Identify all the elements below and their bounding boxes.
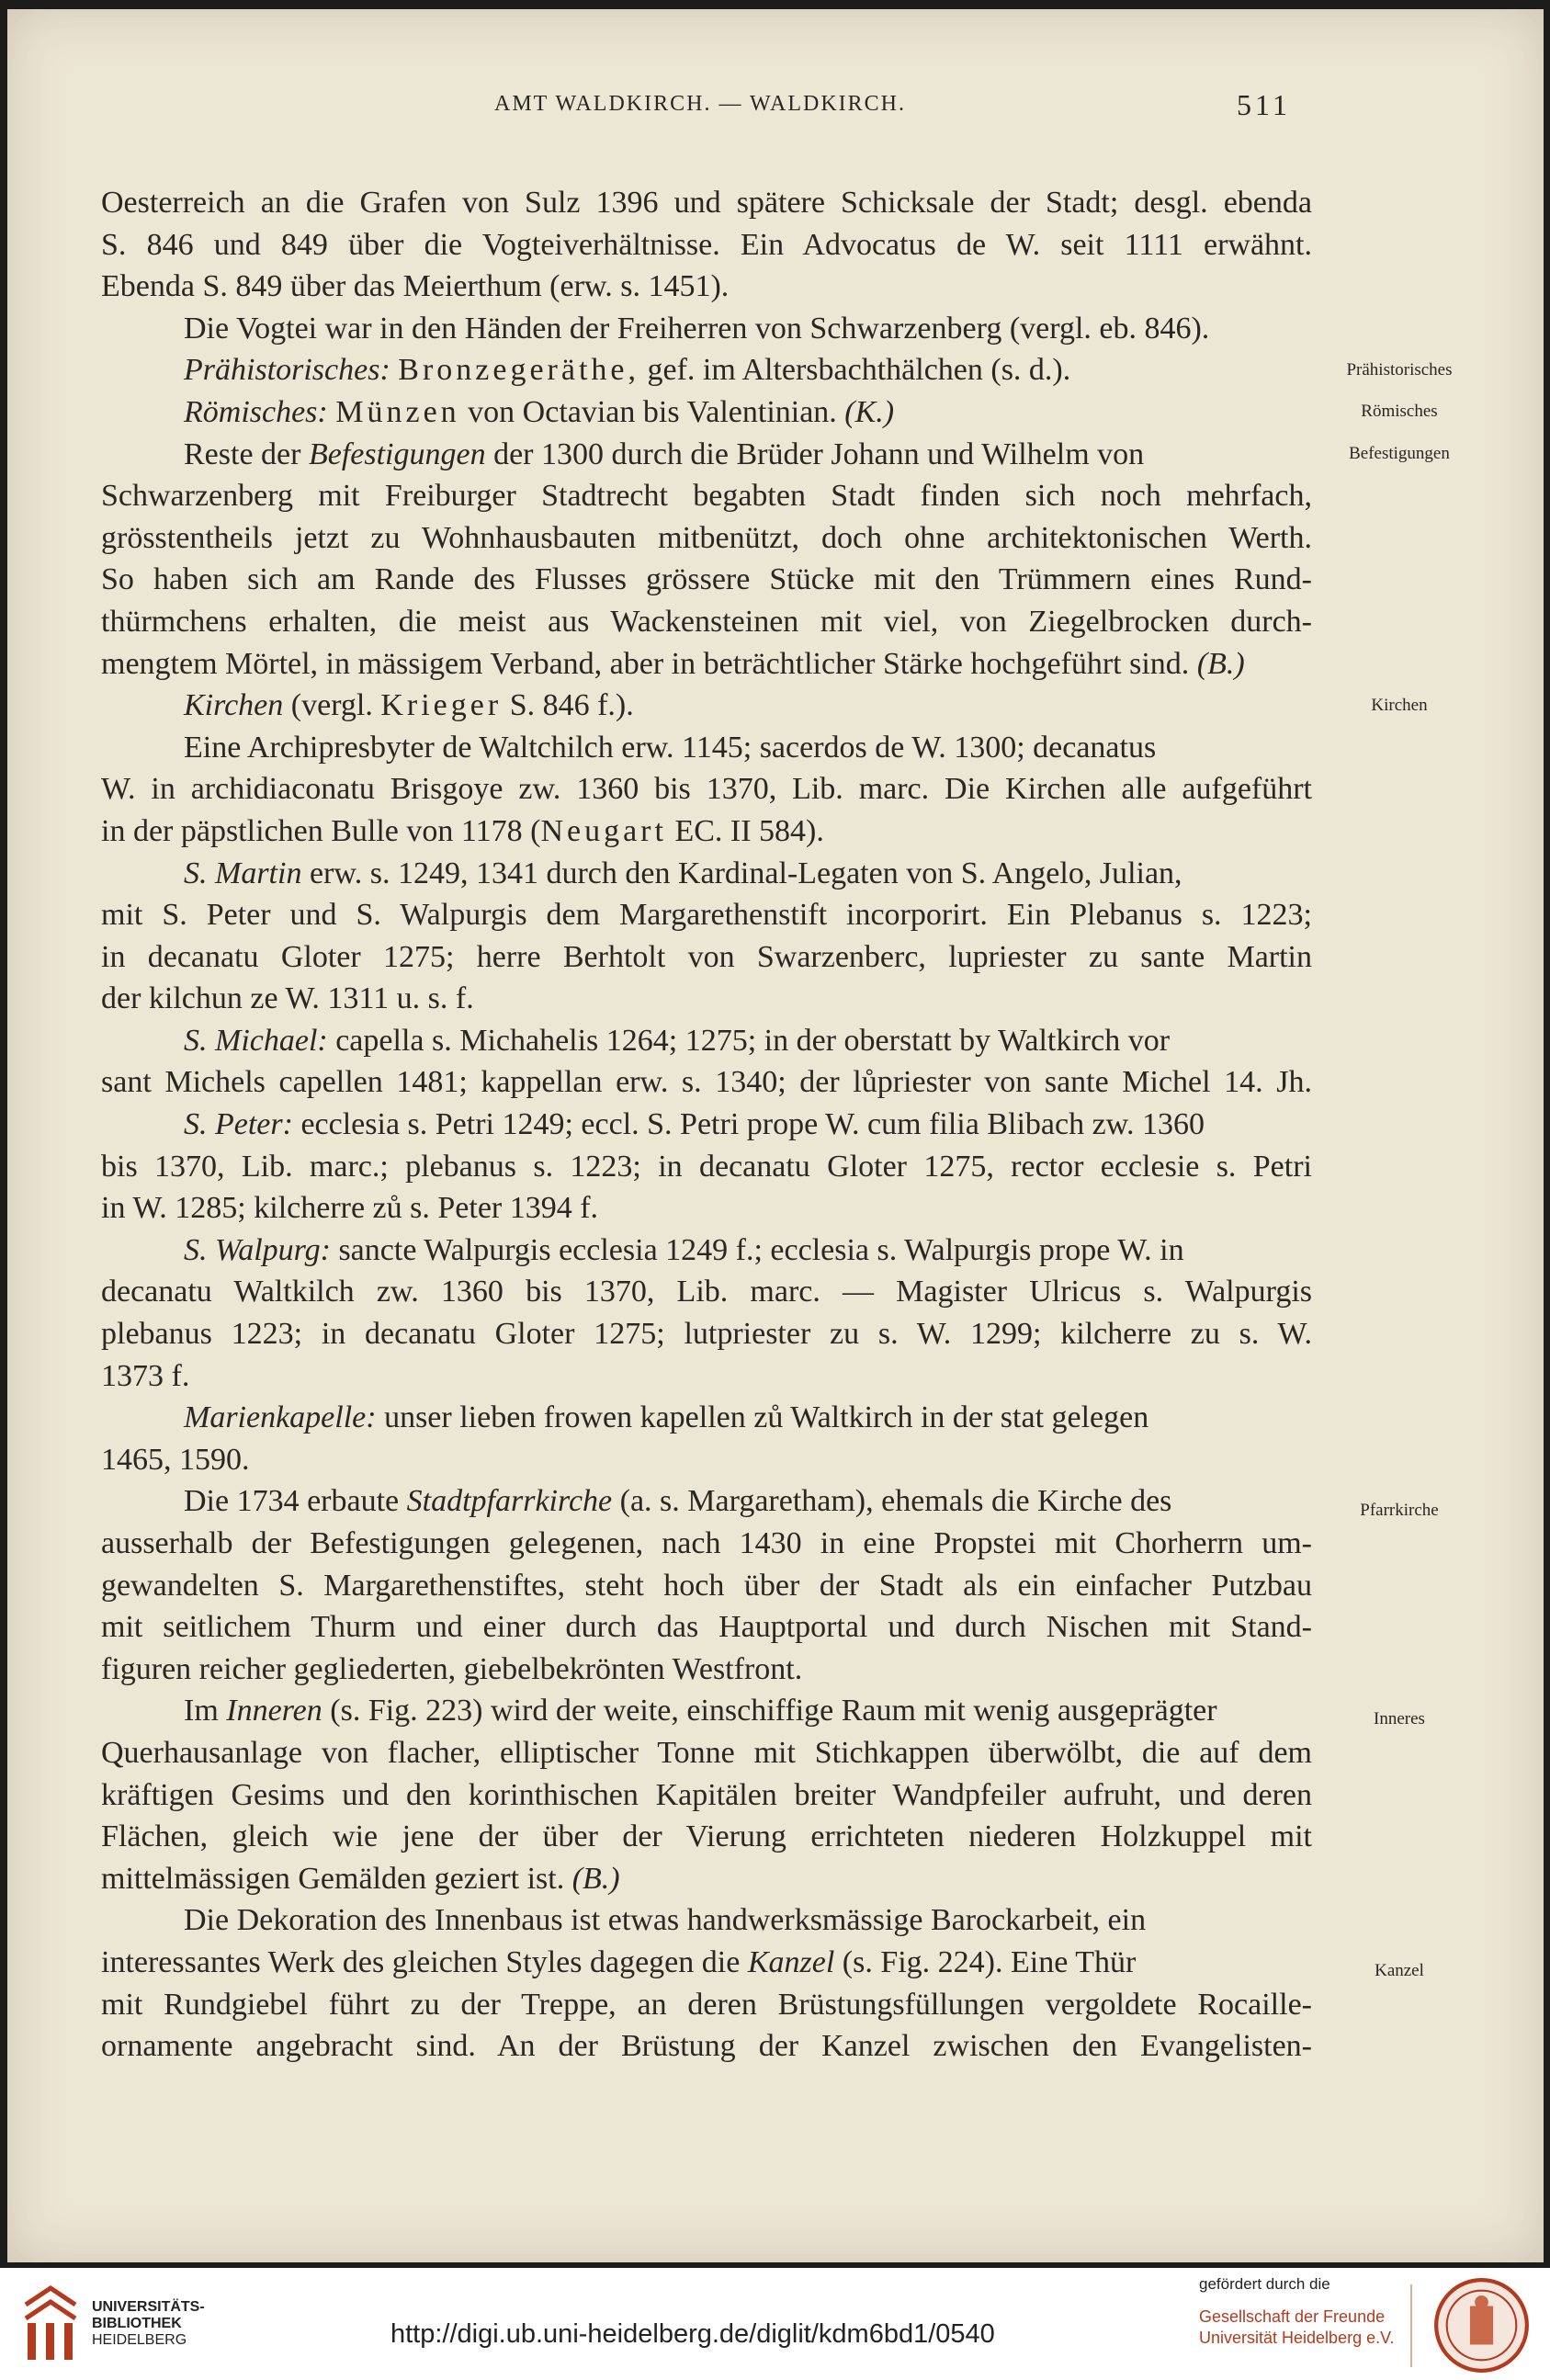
text-span: Im (184, 1694, 227, 1728)
text-span: unser lieben frowen kapellen zů Waltkirch in der stat gelegen (376, 1400, 1149, 1435)
text-line: mit Rundgiebel führt zu der Treppe, an deren Brüstungsfüllungen vergoldete Rocaille- (101, 1987, 1312, 2022)
text-line: bis 1370, Lib. marc.; plebanus s. 1223; in decanatu Gloter 1275, rector ecclesie s. Petri (101, 1149, 1312, 1184)
text-span: Reste der (184, 436, 309, 471)
text-span: Die 1734 erbaute (184, 1484, 407, 1519)
text-span: ecclesia s. Petri 1249; eccl. S. Petri prope W. cum filia Blibach zw. 1360 (292, 1107, 1205, 1142)
text-line: ornamente angebracht sind. An der Brüstung der Kanzel zwischen den Evangelisten- (101, 2029, 1312, 2064)
section-title-stadtpfarrkirche: Stadtpfarrkirche (406, 1484, 613, 1519)
university-library-logo-icon (18, 2277, 83, 2369)
text-line (101, 1690, 1312, 1732)
text-line (101, 1230, 1312, 1272)
text-line (101, 1858, 1312, 1900)
section-title-inneren: Inneren (226, 1694, 322, 1728)
text-line: S. 846 und 849 über die Vogteiverhältnisse. Ein Advocatus de W. seit 1111 erwähnt. (101, 227, 1312, 262)
text-line: Ebenda S. 849 über das Meierthum (erw. s. 1451). (101, 269, 730, 304)
running-title: AMT WALDKIRCH. — WALDKIRCH. (494, 92, 907, 116)
section-title-roemisches: Römisches: (184, 394, 328, 429)
text-line: So haben sich am Rande des Flusses grössere Stücke mit den Trümmern eines Rund- (101, 562, 1312, 597)
text-line: Die Vogtei war in den Händen der Freiherren von Schwarzenberg (vergl. eb. 846). (184, 311, 1210, 346)
section-title-s-walpurg: S. Walpurg: (184, 1232, 331, 1267)
digitization-footer (0, 2268, 1550, 2380)
section-title-kanzel: Kanzel (747, 1944, 835, 1979)
sponsor-name-line: Universität Heidelberg e.V. (1199, 2329, 1395, 2347)
text-span: (s. Fig. 224). Eine Thür (834, 1944, 1137, 1979)
library-name-line: UNIVERSITÄTS- (92, 2299, 205, 2315)
author-initial: (K.) (844, 394, 895, 429)
margin-note-roemisches: Römisches (1361, 402, 1438, 421)
library-name-line: HEIDELBERG (92, 2332, 187, 2348)
page-number: 511 (1237, 88, 1291, 121)
text-line: plebanus 1223; in decanatu Gloter 1275; lutpriester zu s. W. 1299; kilcherre zu s. W. (101, 1317, 1312, 1352)
footer-divider (1410, 2284, 1412, 2367)
text-line: Schwarzenberg mit Freiburger Stadtrecht begabten Stadt finden sich noch mehrfach, (101, 479, 1312, 514)
spaced-term: Krieger (380, 688, 503, 723)
spaced-term: Münzen (335, 394, 460, 429)
text-line: Die Dekoration des Innenbaus ist etwas handwerksmässige Barockarbeit, ein (184, 1903, 1147, 1938)
text-span: (a. s. Margaretham), ehemals die Kirche des (612, 1484, 1172, 1519)
spaced-term: Neugart (540, 813, 667, 848)
sponsor-credit (1199, 2275, 1410, 2349)
text-line: ausserhalb der Befestigungen gelegenen, nach 1430 in eine Propstei mit Chorherrn um- (101, 1526, 1312, 1560)
margin-note-praehistorisches: Prähistorisches (1346, 360, 1453, 380)
text-line: Eine Archipresbyter de Waltchilch erw. 1145; sacerdos de W. 1300; decanatus (184, 730, 1157, 765)
text-line: mit seitlichem Thurm und einer durch das Hauptportal und durch Nischen mit Stand- (101, 1610, 1312, 1645)
library-name-line: BIBLIOTHEK (92, 2316, 182, 2331)
text-line (101, 810, 1312, 853)
text-line (101, 1942, 1312, 1984)
section-title-s-michael: S. Michael: (184, 1023, 328, 1058)
section-title-s-peter: S. Peter: (184, 1107, 293, 1142)
text-line (101, 1020, 1312, 1062)
text-line: in decanatu Gloter 1275; herre Berhtolt von Swarzenberc, lupriester zu sante Martin (101, 939, 1312, 974)
margin-note-pfarrkirche: Pfarrkirche (1360, 1501, 1439, 1520)
text-line: Flächen, gleich wie jene der über der Vierung errichteten niederen Holzkuppel mit (101, 1819, 1312, 1854)
margin-note-kanzel: Kanzel (1375, 1961, 1424, 1980)
section-title-marienkapelle: Marienkapelle: (184, 1400, 377, 1435)
text-span: der 1300 durch die Brüder Johann und Wilhelm von (485, 436, 1145, 471)
text-line (101, 434, 1312, 476)
text-line (101, 685, 1312, 727)
text-line (101, 643, 1312, 686)
sponsor-intro: gefördert durch die (1199, 2275, 1330, 2293)
text-line (101, 853, 1312, 895)
text-line: grösstentheils jetzt zu Wohnhausbauten mitbenützt, doch ohne architektonischen Werth. (101, 520, 1312, 555)
spaced-term: Bronzegeräthe, (398, 353, 640, 388)
text-span: S. 846 f.). (502, 688, 634, 723)
author-initial: (B.) (571, 1861, 620, 1896)
section-title-kirchen: Kirchen (184, 688, 284, 723)
margin-note-inneres: Inneres (1374, 1709, 1425, 1728)
text-span: capella s. Michahelis 1264; 1275; in der oberstatt by Waltkirch vor (327, 1023, 1171, 1058)
text-line (101, 349, 1312, 391)
author-initial: (B.) (1196, 646, 1245, 681)
text-line: der kilchun ze W. 1311 u. s. f. (101, 981, 474, 1016)
margin-note-kirchen: Kirchen (1371, 696, 1428, 715)
text-line: figuren reicher gegliederten, giebelbekrönten Westfront. (101, 1651, 803, 1686)
text-line: Oesterreich an die Grafen von Sulz 1396 und spätere Schicksale der Stadt; desgl. ebenda (101, 186, 1312, 220)
sponsor-name-line: Gesellschaft der Freunde (1199, 2307, 1386, 2326)
page-header (7, 90, 1544, 127)
text-span: erw. s. 1249, 1341 durch den Kardinal-Legaten von S. Angelo, Julian, (301, 856, 1182, 890)
section-title-befestigungen: Befestigungen (308, 436, 486, 471)
text-line (101, 1397, 1312, 1439)
text-span: mittelmässigen Gemälden geziert ist. (101, 1861, 565, 1896)
university-seal-icon (1433, 2277, 1530, 2374)
text-line: W. in archidiaconatu Brisgoye zw. 1360 bis 1370, Lib. marc. Die Kirchen alle aufgeführt (101, 772, 1312, 807)
permalink-url[interactable]: http://digi.ub.uni-heidelberg.de/diglit/kdm6bd1/0540 (390, 2319, 995, 2349)
text-line: kräftigen Gesims und den korinthischen Kapitälen breiter Wandpfeiler aufruht, und deren (101, 1777, 1312, 1812)
text-line: sant Michels capellen 1481; kappellan erw. s. 1340; der lůpriester von sante Michel 14. Jh. (101, 1065, 1312, 1100)
margin-note-befestigungen: Befestigungen (1349, 444, 1450, 463)
text-span: mengtem Mörtel, in mässigem Verband, aber in beträchtlicher Stärke hochgeführt sind. (101, 646, 1190, 681)
text-span: interessantes Werk des gleichen Styles dagegen die (101, 1944, 748, 1979)
text-line: 1373 f. (101, 1358, 190, 1393)
text-span: gef. im Altersbachthälchen (s. d.). (639, 353, 1071, 388)
text-line (101, 1104, 1312, 1146)
text-span: EC. II 584). (666, 813, 824, 848)
body-text (101, 182, 1312, 2068)
section-title-s-martin: S. Martin (184, 856, 302, 890)
text-line: 1465, 1590. (101, 1442, 250, 1477)
text-span: in der päpstlichen Bulle von 1178 ( (101, 813, 541, 848)
text-line: gewandelten S. Margarethenstiftes, steht hoch über der Stadt als ein einfacher Putzbau (101, 1568, 1312, 1603)
text-line: Querhausanlage von flacher, elliptischer Tonne mit Stichkappen überwölbt, die auf dem (101, 1735, 1312, 1770)
book-page (7, 9, 1544, 2262)
text-line (101, 1480, 1312, 1523)
text-line (101, 391, 1312, 434)
text-line: mit S. Peter und S. Walpurgis dem Margarethenstift incorporirt. Ein Plebanus s. 1223; (101, 898, 1312, 933)
text-span: (s. Fig. 223) wird der weite, einschiffige Raum mit wenig ausgeprägter (322, 1694, 1217, 1728)
text-line: decanatu Waltkilch zw. 1360 bis 1370, Lib. marc. — Magister Ulricus s. Walpurgis (101, 1275, 1312, 1309)
text-span: von Octavian bis Valentinian. (459, 394, 837, 429)
text-line: thürmchens erhalten, die meist aus Wackensteinen mit viel, von Ziegelbrocken durch- (101, 604, 1312, 639)
text-span: (vergl. (283, 688, 381, 723)
section-title-praehistorisches: Prähistorisches: (184, 353, 390, 388)
library-name (92, 2299, 205, 2349)
text-line: in W. 1285; kilcherre zů s. Peter 1394 f. (101, 1191, 599, 1226)
text-span: sancte Walpurgis ecclesia 1249 f.; ecclesia s. Walpurgis prope W. in (330, 1232, 1184, 1267)
